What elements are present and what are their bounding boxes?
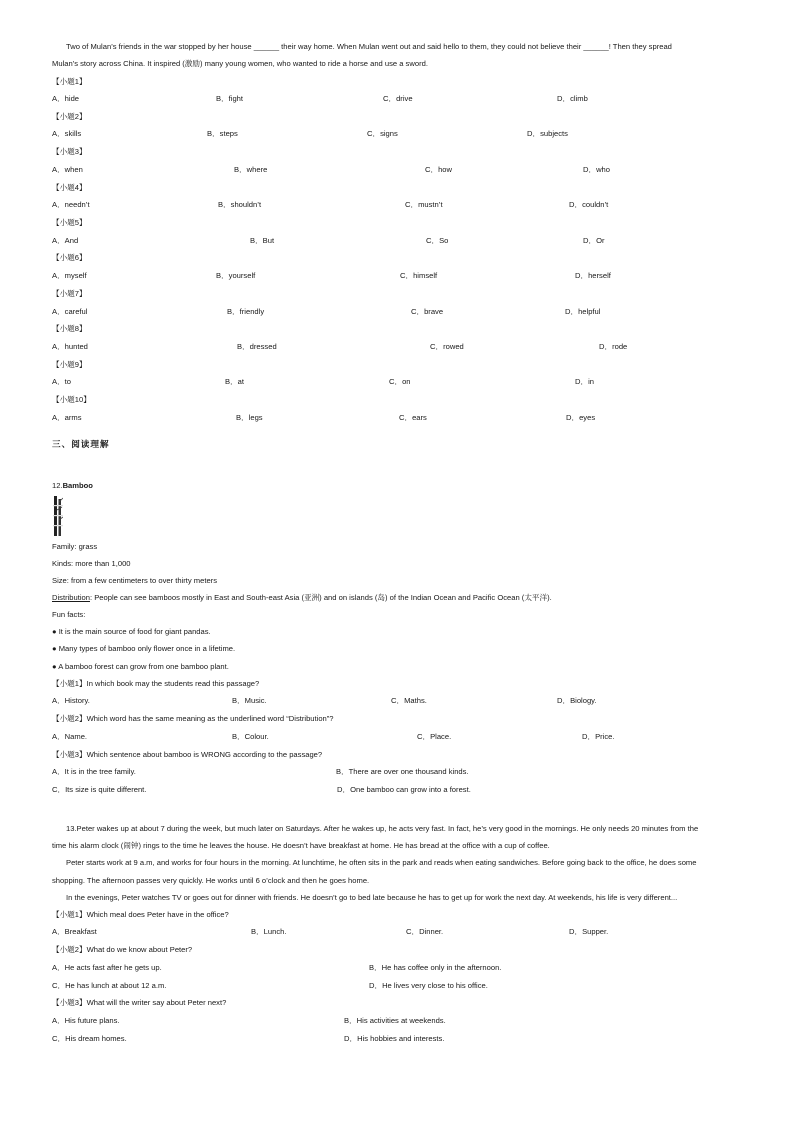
cloze-q7-label: 【小题7】 [52,289,87,298]
cloze-q10-option-d: D．eyes [566,413,596,422]
cloze-q2-option-b: B．steps [207,129,238,138]
section-title: 三、阅读理解 [52,440,110,450]
q12-sub2-option-b: B．Colour. [232,732,269,741]
q13-paragraph-2-line-2: shopping. The afternoon passes very quickly. He works until 6 o’clock and then he goes home. [52,876,370,885]
cloze-q9-option-a: A．to [52,377,71,386]
q13-sub2-option-b: B．He has coffee only in the afternoon. [369,963,502,972]
q12-number: 12. [52,481,63,490]
cloze-q6-option-c: C．himself [400,271,438,280]
q12-sub3-option-b: B．There are over one thousand kinds. [336,767,469,776]
q13-sub3-option-d: D．His hobbies and interests. [344,1034,445,1043]
q12-sub2-stem: 【小题2】Which word has the same meaning as the underlined word “Distribution”? [52,714,334,723]
q13-sub2-stem: 【小题2】What do we know about Peter? [52,945,193,954]
cloze-q5-option-d: D．Or [583,236,605,245]
q12-sub3-option-c: C．Its size is quite different. [52,785,147,794]
q12-sub2-option-c: C．Place. [417,732,452,741]
cloze-passage-line-2: Mulan’s story across China. It inspired (激励) many young women, who wanted to ride a horse and use a sword. [52,59,428,68]
cloze-q5-label: 【小题5】 [52,218,87,227]
q12-sub1-stem: 【小题1】In which book may the students read this passage? [52,679,260,688]
cloze-q3-option-a: A．when [52,165,83,174]
cloze-q2-label: 【小题2】 [52,112,87,121]
cloze-q5-option-c: C．So [426,236,449,245]
cloze-q10-option-c: C．ears [399,413,427,422]
q12-sub2-option-d: D．Price. [582,732,615,741]
cloze-q8-option-d: D．rode [599,342,628,351]
q13-sub1-stem: 【小题1】Which meal does Peter have in the office? [52,910,229,919]
cloze-q8-option-b: B．dressed [237,342,277,351]
q12-kinds: Kinds: more than 1,000 [52,559,131,568]
cloze-q8-option-a: A．hunted [52,342,88,351]
cloze-q9-option-b: B．at [225,377,244,386]
cloze-q9-option-d: D．in [575,377,594,386]
q13-sub3-stem: 【小题3】What will the writer say about Peter next? [52,998,227,1007]
bamboo-image [53,496,63,536]
q13-sub1-option-b: B．Lunch. [251,927,287,936]
q12-title-text: Bamboo [62,481,93,490]
cloze-q1-option-d: D．climb [557,94,588,103]
cloze-q3-option-c: C．how [425,165,453,174]
cloze-q3-option-d: D．who [583,165,611,174]
q12-distribution [52,593,552,603]
distribution-text: : People can see bamboos mostly in East and South-east Asia (亚洲) and on islands (岛) of the Indian Ocean and Pacific Ocean (太平洋). [89,593,552,602]
cloze-q1-option-b: B．fight [216,94,244,103]
cloze-q6-option-d: D．herself [575,271,611,280]
q13-sub1-option-c: C．Dinner. [406,927,444,936]
cloze-q7-option-b: B．friendly [227,307,265,316]
cloze-q10-option-a: A．arms [52,413,82,422]
cloze-q5-option-a: A．And [52,236,79,245]
q12-fact-2: ● Many types of bamboo only flower once in a lifetime. [52,644,236,653]
cloze-q7-option-d: D．helpful [565,307,601,316]
cloze-q6-option-b: B．yourself [216,271,256,280]
q13-sub3-option-b: B．His activities at weekends. [344,1016,446,1025]
distribution-underlined-word: Distribution [52,593,90,602]
cloze-q2-option-c: C．signs [367,129,398,138]
cloze-q8-option-c: C．rowed [430,342,464,351]
cloze-q7-option-a: A．careful [52,307,88,316]
q13-sub2-option-c: C．He has lunch at about 12 a.m. [52,981,167,990]
q12-sub3-option-d: D．One bamboo can grow into a forest. [337,785,471,794]
q13-sub1-option-d: D．Supper. [569,927,609,936]
cloze-q1-option-a: A．hide [52,94,80,103]
cloze-q3-option-b: B．where [234,165,268,174]
cloze-q4-option-b: B．shouldn’t [218,200,262,209]
cloze-q9-label: 【小题9】 [52,360,87,369]
q12-fact-3: ● A bamboo forest can grow from one bamboo plant. [52,662,229,671]
q13-sub3-option-c: C．His dream homes. [52,1034,127,1043]
q12-fact-1: ● It is the main source of food for giant pandas. [52,627,211,636]
q13-paragraph-1-line-1: 13.Peter wakes up at about 7 during the week, but much later on Saturdays. After he wakes up, he acts very fast. In fact, he’s very good in the mornings. He only needs 20 minutes from the [66,824,699,833]
q12-sub1-option-a: A．History. [52,696,90,705]
cloze-q2-option-d: D．subjects [527,129,568,138]
cloze-q4-label: 【小题4】 [52,183,87,192]
cloze-q5-option-b: B．But [250,236,275,245]
q12-family: Family: grass [52,542,98,551]
cloze-q10-option-b: B．legs [236,413,263,422]
q12-title [52,481,93,491]
q12-sub3-option-a: A．It is in the tree family. [52,767,136,776]
cloze-q6-label: 【小题6】 [52,253,87,262]
q13-sub2-option-a: A．He acts fast after he gets up. [52,963,162,972]
cloze-q3-label: 【小题3】 [52,147,87,156]
q12-size: Size: from a few centimeters to over thirty meters [52,576,218,585]
q12-sub3-stem: 【小题3】Which sentence about bamboo is WRONG according to the passage? [52,750,323,759]
cloze-passage-line-1: Two of Mulan’s friends in the war stopped by her house ______ their way home. When Mulan went out and said hello to them, they could not believe their ______! Then they spread [66,42,672,51]
cloze-q2-option-a: A．skills [52,129,82,138]
cloze-q1-option-c: C．drive [383,94,413,103]
cloze-q4-option-a: A．needn’t [52,200,90,209]
q13-sub3-option-a: A．His future plans. [52,1016,120,1025]
cloze-q7-option-c: C．brave [411,307,444,316]
q12-sub1-option-d: D．Biology. [557,696,597,705]
q13-paragraph-3-line-1: In the evenings, Peter watches TV or goes out for dinner with friends. He doesn’t go to bed late because he has to get up for work the next day. At weekends, his life is very different... [66,893,678,902]
cloze-q8-label: 【小题8】 [52,324,87,333]
q12-sub1-option-c: C．Maths. [391,696,427,705]
cloze-q10-label: 【小题10】 [52,395,91,404]
q12-sub1-option-b: B．Music. [232,696,267,705]
cloze-q9-option-c: C．on [389,377,411,386]
q13-sub1-option-a: A．Breakfast [52,927,97,936]
q12-sub2-option-a: A．Name. [52,732,88,741]
cloze-q6-option-a: A．myself [52,271,87,280]
q13-sub2-option-d: D．He lives very close to his office. [369,981,488,990]
cloze-q1-label: 【小题1】 [52,77,87,86]
q12-fun-facts-label: Fun facts: [52,610,86,619]
cloze-q4-option-c: C．mustn’t [405,200,443,209]
q13-paragraph-1-line-2: time his alarm clock (闹钟) rings to the time he leaves the house. He doesn’t have breakfast at home. He has bread at the office with a cup of coffee. [52,841,550,850]
cloze-q4-option-d: D．couldn’t [569,200,609,209]
q13-paragraph-2-line-1: Peter starts work at 9 a.m, and works for four hours in the morning. At lunchtime, he often sits in the park and reads when eating sandwiches. Before going back to the office, he does some [66,858,697,867]
